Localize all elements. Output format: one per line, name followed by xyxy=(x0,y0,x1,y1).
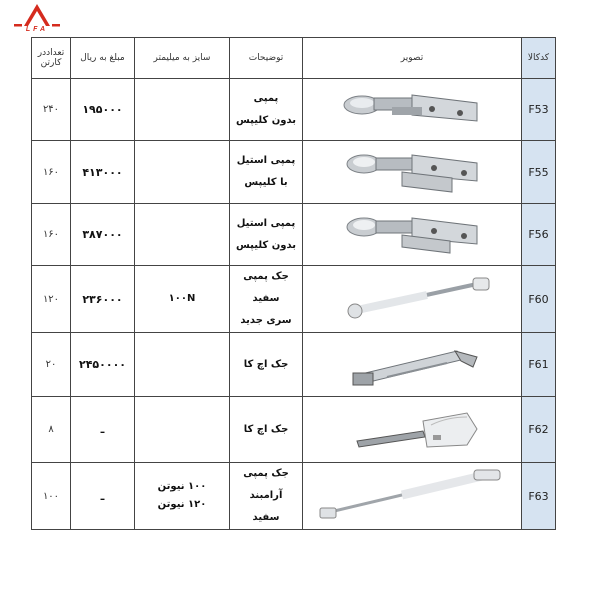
table-row xyxy=(32,333,556,397)
price-cell: ۲۴۵۰۰۰۰ xyxy=(71,333,135,397)
size-cell xyxy=(135,141,230,204)
size-cell xyxy=(135,333,230,397)
code-cell: F62 xyxy=(522,397,556,463)
qty-cell: ۲۰ xyxy=(32,333,71,397)
qty-cell: ۱۶۰ xyxy=(32,204,71,266)
image-cell xyxy=(303,397,522,463)
header-row xyxy=(32,38,556,79)
price-cell: ـ xyxy=(71,463,135,530)
lfa-logo xyxy=(6,2,86,32)
table-row xyxy=(32,463,556,530)
hk-lift-covered-image xyxy=(327,401,497,459)
table-row xyxy=(32,204,556,266)
header-price: مبلغ به ریال xyxy=(71,38,135,79)
soft-close-strut-image xyxy=(312,468,512,524)
header-size: سایز به میلیمتر xyxy=(135,38,230,79)
table-row xyxy=(32,79,556,141)
price-table xyxy=(31,37,556,530)
image-cell xyxy=(303,79,522,141)
table-row xyxy=(32,397,556,463)
qty-cell: ۱۶۰ xyxy=(32,141,71,204)
code-cell: F61 xyxy=(522,333,556,397)
size-cell xyxy=(135,79,230,141)
size-cell: ۱۰۰N xyxy=(135,266,230,333)
image-cell xyxy=(303,204,522,266)
description-cell: جک اچ کا xyxy=(230,333,303,397)
qty-cell: ۱۲۰ xyxy=(32,266,71,333)
description-cell: جک اچ کا xyxy=(230,397,303,463)
code-cell: F56 xyxy=(522,204,556,266)
size-cell: ۱۰۰ نیوتن ۱۲۰ نیوتن xyxy=(135,463,230,530)
image-cell xyxy=(303,266,522,333)
hinge-image xyxy=(332,146,492,198)
code-cell: F63 xyxy=(522,463,556,530)
header-image: تصویر xyxy=(303,38,522,79)
qty-cell: ۸ xyxy=(32,397,71,463)
qty-cell: ۱۰۰ xyxy=(32,463,71,530)
hinge-image xyxy=(332,85,492,135)
description-cell: پمپی استیل با کلیپس xyxy=(230,141,303,204)
table-row xyxy=(32,266,556,333)
price-cell: ـ xyxy=(71,397,135,463)
code-cell: F53 xyxy=(522,79,556,141)
image-cell xyxy=(303,141,522,204)
description-cell: جک پمپی آرامبند سفید xyxy=(230,463,303,530)
price-cell: ۳۸۷۰۰۰ xyxy=(71,204,135,266)
table-row xyxy=(32,141,556,204)
size-cell xyxy=(135,397,230,463)
price-cell: ۲۳۶۰۰۰ xyxy=(71,266,135,333)
gas-strut-image xyxy=(327,274,497,324)
header-code: کدکالا xyxy=(522,38,556,79)
code-cell: F55 xyxy=(522,141,556,204)
header-qty: تعدادد‌ر کارتن xyxy=(32,38,71,79)
price-list-sheet xyxy=(31,37,555,523)
description-cell: پمپی بدون کلیپس xyxy=(230,79,303,141)
qty-cell: ۲۴۰ xyxy=(32,79,71,141)
description-cell: جک پمپی سفید سری جدید xyxy=(230,266,303,333)
header-description: توضیحات xyxy=(230,38,303,79)
svg-text:LFA: LFA xyxy=(25,26,49,32)
hinge-image xyxy=(332,209,492,261)
size-cell xyxy=(135,204,230,266)
description-cell: پمپی استیل بدون کلیپس xyxy=(230,204,303,266)
image-cell xyxy=(303,333,522,397)
image-cell xyxy=(303,463,522,530)
hk-lift-image xyxy=(327,337,497,393)
code-cell: F60 xyxy=(522,266,556,333)
price-cell: ۱۹۵۰۰۰ xyxy=(71,79,135,141)
price-cell: ۴۱۳۰۰۰ xyxy=(71,141,135,204)
